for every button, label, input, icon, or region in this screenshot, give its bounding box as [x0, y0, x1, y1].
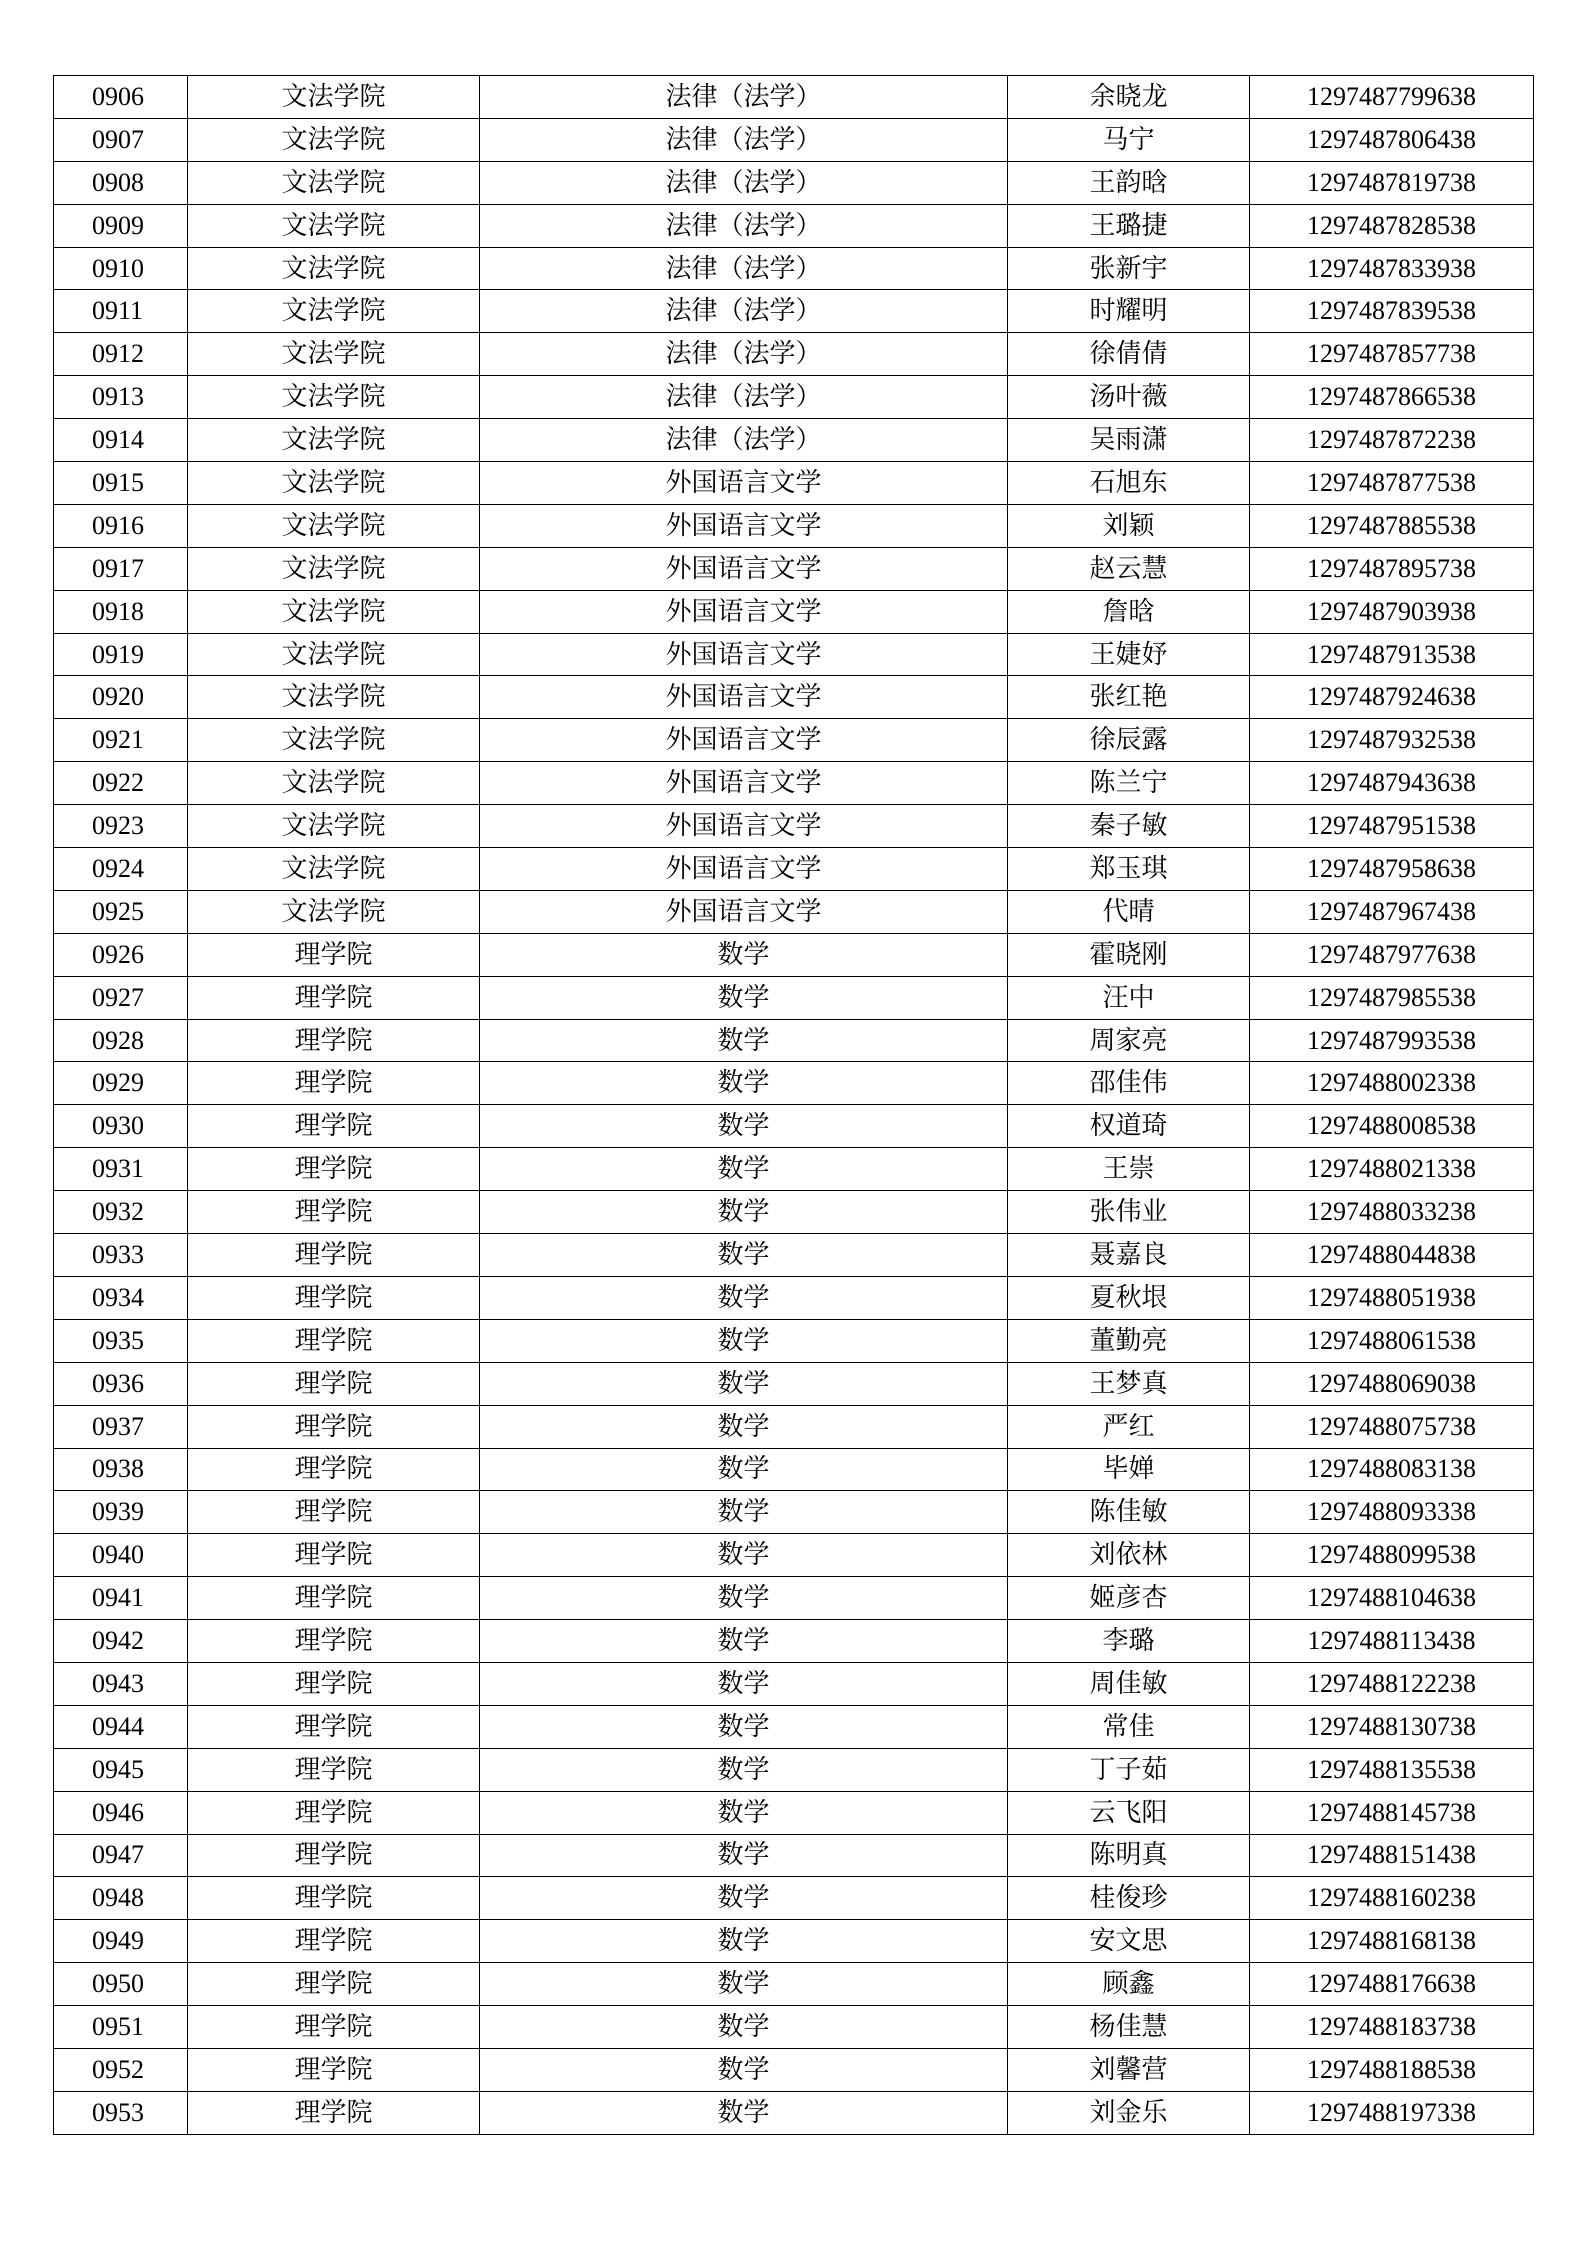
- student-name-cell: 詹晗: [1008, 590, 1250, 633]
- table-row: [54, 1062, 1534, 1105]
- ticket-number-cell: 1297488160238: [1250, 1877, 1534, 1920]
- table-row: [54, 1276, 1534, 1319]
- major-cell: 数学: [480, 1662, 1008, 1705]
- table-row: [54, 1362, 1534, 1405]
- serial-number-cell: 0931: [54, 1148, 188, 1191]
- ticket-number-cell: 1297487951538: [1250, 805, 1534, 848]
- student-name-cell: 丁子茹: [1008, 1748, 1250, 1791]
- ticket-number-cell: 1297488104638: [1250, 1577, 1534, 1620]
- student-name-cell: 时耀明: [1008, 290, 1250, 333]
- serial-number-cell: 0926: [54, 933, 188, 976]
- student-name-cell: 赵云慧: [1008, 547, 1250, 590]
- major-cell: 法律（法学）: [480, 118, 1008, 161]
- major-cell: 数学: [480, 1920, 1008, 1963]
- ticket-number-cell: 1297487932538: [1250, 719, 1534, 762]
- college-cell: 文法学院: [188, 204, 480, 247]
- ticket-number-cell: 1297488197338: [1250, 2091, 1534, 2134]
- serial-number-cell: 0933: [54, 1234, 188, 1277]
- student-name-cell: 刘馨营: [1008, 2048, 1250, 2091]
- ticket-number-cell: 1297487985538: [1250, 976, 1534, 1019]
- college-cell: 文法学院: [188, 719, 480, 762]
- college-cell: 理学院: [188, 1920, 480, 1963]
- college-cell: 文法学院: [188, 848, 480, 891]
- college-cell: 理学院: [188, 1062, 480, 1105]
- student-name-cell: 石旭东: [1008, 462, 1250, 505]
- major-cell: 数学: [480, 1019, 1008, 1062]
- college-cell: 理学院: [188, 1963, 480, 2006]
- college-cell: 理学院: [188, 1534, 480, 1577]
- major-cell: 外国语言文学: [480, 633, 1008, 676]
- serial-number-cell: 0953: [54, 2091, 188, 2134]
- ticket-number-cell: 1297488033238: [1250, 1191, 1534, 1234]
- serial-number-cell: 0939: [54, 1491, 188, 1534]
- student-roster-table: [53, 75, 1534, 2135]
- serial-number-cell: 0935: [54, 1319, 188, 1362]
- college-cell: 理学院: [188, 1191, 480, 1234]
- student-name-cell: 陈佳敏: [1008, 1491, 1250, 1534]
- serial-number-cell: 0928: [54, 1019, 188, 1062]
- major-cell: 数学: [480, 1834, 1008, 1877]
- serial-number-cell: 0944: [54, 1705, 188, 1748]
- ticket-number-cell: 1297488051938: [1250, 1276, 1534, 1319]
- college-cell: 文法学院: [188, 247, 480, 290]
- serial-number-cell: 0924: [54, 848, 188, 891]
- major-cell: 外国语言文学: [480, 805, 1008, 848]
- major-cell: 数学: [480, 1620, 1008, 1663]
- table-row: [54, 933, 1534, 976]
- ticket-number-cell: 1297487839538: [1250, 290, 1534, 333]
- student-name-cell: 周佳敏: [1008, 1662, 1250, 1705]
- table-row: [54, 504, 1534, 547]
- college-cell: 文法学院: [188, 76, 480, 119]
- college-cell: 理学院: [188, 1448, 480, 1491]
- college-cell: 文法学院: [188, 590, 480, 633]
- college-cell: 理学院: [188, 1234, 480, 1277]
- student-name-cell: 毕婵: [1008, 1448, 1250, 1491]
- ticket-number-cell: 1297488122238: [1250, 1662, 1534, 1705]
- major-cell: 数学: [480, 976, 1008, 1019]
- table-row: [54, 1620, 1534, 1663]
- serial-number-cell: 0921: [54, 719, 188, 762]
- college-cell: 文法学院: [188, 547, 480, 590]
- ticket-number-cell: 1297487895738: [1250, 547, 1534, 590]
- student-name-cell: 王崇: [1008, 1148, 1250, 1191]
- serial-number-cell: 0918: [54, 590, 188, 633]
- college-cell: 文法学院: [188, 376, 480, 419]
- serial-number-cell: 0937: [54, 1405, 188, 1448]
- college-cell: 理学院: [188, 1019, 480, 1062]
- table-row: [54, 2006, 1534, 2049]
- student-name-cell: 吴雨潇: [1008, 419, 1250, 462]
- table-row: [54, 376, 1534, 419]
- table-row: [54, 1662, 1534, 1705]
- student-name-cell: 王璐捷: [1008, 204, 1250, 247]
- student-name-cell: 张红艳: [1008, 676, 1250, 719]
- ticket-number-cell: 1297487866538: [1250, 376, 1534, 419]
- serial-number-cell: 0920: [54, 676, 188, 719]
- table-row: [54, 1234, 1534, 1277]
- student-name-cell: 刘金乐: [1008, 2091, 1250, 2134]
- college-cell: 文法学院: [188, 419, 480, 462]
- student-name-cell: 霍晓刚: [1008, 933, 1250, 976]
- college-cell: 理学院: [188, 1362, 480, 1405]
- major-cell: 外国语言文学: [480, 504, 1008, 547]
- serial-number-cell: 0923: [54, 805, 188, 848]
- table-row: [54, 762, 1534, 805]
- document-page: [53, 75, 1533, 2135]
- major-cell: 数学: [480, 1234, 1008, 1277]
- ticket-number-cell: 1297487872238: [1250, 419, 1534, 462]
- college-cell: 文法学院: [188, 633, 480, 676]
- ticket-number-cell: 1297488099538: [1250, 1534, 1534, 1577]
- serial-number-cell: 0940: [54, 1534, 188, 1577]
- major-cell: 数学: [480, 2091, 1008, 2134]
- major-cell: 法律（法学）: [480, 290, 1008, 333]
- table-row: [54, 976, 1534, 1019]
- table-row: [54, 290, 1534, 333]
- student-name-cell: 王韵晗: [1008, 161, 1250, 204]
- table-row: [54, 890, 1534, 933]
- major-cell: 数学: [480, 1105, 1008, 1148]
- major-cell: 数学: [480, 1491, 1008, 1534]
- ticket-number-cell: 1297487993538: [1250, 1019, 1534, 1062]
- serial-number-cell: 0948: [54, 1877, 188, 1920]
- major-cell: 法律（法学）: [480, 247, 1008, 290]
- serial-number-cell: 0917: [54, 547, 188, 590]
- serial-number-cell: 0910: [54, 247, 188, 290]
- ticket-number-cell: 1297487799638: [1250, 76, 1534, 119]
- student-name-cell: 顾鑫: [1008, 1963, 1250, 2006]
- table-row: [54, 1405, 1534, 1448]
- ticket-number-cell: 1297488061538: [1250, 1319, 1534, 1362]
- table-row: [54, 547, 1534, 590]
- table-row: [54, 676, 1534, 719]
- student-name-cell: 马宁: [1008, 118, 1250, 161]
- table-row: [54, 633, 1534, 676]
- serial-number-cell: 0952: [54, 2048, 188, 2091]
- serial-number-cell: 0941: [54, 1577, 188, 1620]
- student-name-cell: 邵佳伟: [1008, 1062, 1250, 1105]
- ticket-number-cell: 1297488044838: [1250, 1234, 1534, 1277]
- college-cell: 文法学院: [188, 118, 480, 161]
- serial-number-cell: 0946: [54, 1791, 188, 1834]
- major-cell: 法律（法学）: [480, 419, 1008, 462]
- serial-number-cell: 0950: [54, 1963, 188, 2006]
- serial-number-cell: 0919: [54, 633, 188, 676]
- major-cell: 外国语言文学: [480, 848, 1008, 891]
- student-name-cell: 桂俊珍: [1008, 1877, 1250, 1920]
- student-name-cell: 代晴: [1008, 890, 1250, 933]
- serial-number-cell: 0934: [54, 1276, 188, 1319]
- ticket-number-cell: 1297488188538: [1250, 2048, 1534, 2091]
- serial-number-cell: 0932: [54, 1191, 188, 1234]
- student-name-cell: 汪中: [1008, 976, 1250, 1019]
- major-cell: 数学: [480, 1448, 1008, 1491]
- college-cell: 理学院: [188, 1877, 480, 1920]
- college-cell: 理学院: [188, 1705, 480, 1748]
- ticket-number-cell: 1297488093338: [1250, 1491, 1534, 1534]
- college-cell: 文法学院: [188, 504, 480, 547]
- student-name-cell: 严红: [1008, 1405, 1250, 1448]
- major-cell: 数学: [480, 2048, 1008, 2091]
- college-cell: 理学院: [188, 1834, 480, 1877]
- ticket-number-cell: 1297487828538: [1250, 204, 1534, 247]
- major-cell: 数学: [480, 2006, 1008, 2049]
- major-cell: 数学: [480, 1362, 1008, 1405]
- major-cell: 数学: [480, 1577, 1008, 1620]
- major-cell: 外国语言文学: [480, 890, 1008, 933]
- college-cell: 理学院: [188, 976, 480, 1019]
- college-cell: 文法学院: [188, 462, 480, 505]
- college-cell: 理学院: [188, 1662, 480, 1705]
- table-row: [54, 161, 1534, 204]
- college-cell: 文法学院: [188, 805, 480, 848]
- student-name-cell: 徐倩倩: [1008, 333, 1250, 376]
- serial-number-cell: 0943: [54, 1662, 188, 1705]
- table-row: [54, 1491, 1534, 1534]
- student-name-cell: 夏秋垠: [1008, 1276, 1250, 1319]
- roster-table-body: [54, 76, 1534, 2135]
- table-row: [54, 2048, 1534, 2091]
- student-name-cell: 王梦真: [1008, 1362, 1250, 1405]
- table-row: [54, 1319, 1534, 1362]
- table-row: [54, 1705, 1534, 1748]
- student-name-cell: 聂嘉良: [1008, 1234, 1250, 1277]
- college-cell: 理学院: [188, 2006, 480, 2049]
- major-cell: 数学: [480, 1276, 1008, 1319]
- table-row: [54, 1920, 1534, 1963]
- major-cell: 外国语言文学: [480, 590, 1008, 633]
- serial-number-cell: 0927: [54, 976, 188, 1019]
- major-cell: 数学: [480, 1148, 1008, 1191]
- college-cell: 理学院: [188, 933, 480, 976]
- ticket-number-cell: 1297488130738: [1250, 1705, 1534, 1748]
- college-cell: 理学院: [188, 1577, 480, 1620]
- ticket-number-cell: 1297487924638: [1250, 676, 1534, 719]
- serial-number-cell: 0930: [54, 1105, 188, 1148]
- college-cell: 理学院: [188, 1791, 480, 1834]
- major-cell: 法律（法学）: [480, 76, 1008, 119]
- major-cell: 数学: [480, 1705, 1008, 1748]
- table-row: [54, 1148, 1534, 1191]
- major-cell: 外国语言文学: [480, 719, 1008, 762]
- major-cell: 外国语言文学: [480, 547, 1008, 590]
- serial-number-cell: 0911: [54, 290, 188, 333]
- serial-number-cell: 0906: [54, 76, 188, 119]
- student-name-cell: 郑玉琪: [1008, 848, 1250, 891]
- ticket-number-cell: 1297488113438: [1250, 1620, 1534, 1663]
- table-row: [54, 2091, 1534, 2134]
- ticket-number-cell: 1297487958638: [1250, 848, 1534, 891]
- ticket-number-cell: 1297488002338: [1250, 1062, 1534, 1105]
- student-name-cell: 杨佳慧: [1008, 2006, 1250, 2049]
- student-name-cell: 陈兰宁: [1008, 762, 1250, 805]
- major-cell: 法律（法学）: [480, 333, 1008, 376]
- major-cell: 法律（法学）: [480, 376, 1008, 419]
- student-name-cell: 常佳: [1008, 1705, 1250, 1748]
- major-cell: 数学: [480, 1791, 1008, 1834]
- serial-number-cell: 0945: [54, 1748, 188, 1791]
- major-cell: 外国语言文学: [480, 762, 1008, 805]
- serial-number-cell: 0909: [54, 204, 188, 247]
- serial-number-cell: 0936: [54, 1362, 188, 1405]
- serial-number-cell: 0929: [54, 1062, 188, 1105]
- student-name-cell: 汤叶薇: [1008, 376, 1250, 419]
- college-cell: 理学院: [188, 1748, 480, 1791]
- table-row: [54, 76, 1534, 119]
- ticket-number-cell: 1297487903938: [1250, 590, 1534, 633]
- student-name-cell: 云飞阳: [1008, 1791, 1250, 1834]
- major-cell: 数学: [480, 1319, 1008, 1362]
- table-row: [54, 1791, 1534, 1834]
- ticket-number-cell: 1297488069038: [1250, 1362, 1534, 1405]
- table-row: [54, 1191, 1534, 1234]
- serial-number-cell: 0938: [54, 1448, 188, 1491]
- table-row: [54, 1019, 1534, 1062]
- ticket-number-cell: 1297487819738: [1250, 161, 1534, 204]
- ticket-number-cell: 1297487877538: [1250, 462, 1534, 505]
- college-cell: 文法学院: [188, 890, 480, 933]
- ticket-number-cell: 1297487977638: [1250, 933, 1534, 976]
- serial-number-cell: 0925: [54, 890, 188, 933]
- student-name-cell: 权道琦: [1008, 1105, 1250, 1148]
- serial-number-cell: 0907: [54, 118, 188, 161]
- college-cell: 理学院: [188, 1491, 480, 1534]
- major-cell: 数学: [480, 1877, 1008, 1920]
- serial-number-cell: 0912: [54, 333, 188, 376]
- serial-number-cell: 0908: [54, 161, 188, 204]
- table-row: [54, 805, 1534, 848]
- college-cell: 理学院: [188, 1276, 480, 1319]
- table-row: [54, 1877, 1534, 1920]
- serial-number-cell: 0942: [54, 1620, 188, 1663]
- ticket-number-cell: 1297487857738: [1250, 333, 1534, 376]
- ticket-number-cell: 1297487967438: [1250, 890, 1534, 933]
- major-cell: 法律（法学）: [480, 161, 1008, 204]
- college-cell: 理学院: [188, 2091, 480, 2134]
- student-name-cell: 徐辰露: [1008, 719, 1250, 762]
- ticket-number-cell: 1297488075738: [1250, 1405, 1534, 1448]
- serial-number-cell: 0913: [54, 376, 188, 419]
- student-name-cell: 秦子敏: [1008, 805, 1250, 848]
- ticket-number-cell: 1297488151438: [1250, 1834, 1534, 1877]
- major-cell: 法律（法学）: [480, 204, 1008, 247]
- ticket-number-cell: 1297488168138: [1250, 1920, 1534, 1963]
- major-cell: 数学: [480, 1534, 1008, 1577]
- college-cell: 理学院: [188, 1405, 480, 1448]
- student-name-cell: 张新宇: [1008, 247, 1250, 290]
- major-cell: 外国语言文学: [480, 462, 1008, 505]
- table-row: [54, 462, 1534, 505]
- college-cell: 理学院: [188, 1319, 480, 1362]
- major-cell: 外国语言文学: [480, 676, 1008, 719]
- table-row: [54, 118, 1534, 161]
- student-name-cell: 余晓龙: [1008, 76, 1250, 119]
- table-row: [54, 848, 1534, 891]
- college-cell: 文法学院: [188, 333, 480, 376]
- student-name-cell: 李璐: [1008, 1620, 1250, 1663]
- ticket-number-cell: 1297488183738: [1250, 2006, 1534, 2049]
- table-row: [54, 590, 1534, 633]
- ticket-number-cell: 1297487913538: [1250, 633, 1534, 676]
- student-name-cell: 安文思: [1008, 1920, 1250, 1963]
- student-name-cell: 王婕妤: [1008, 633, 1250, 676]
- ticket-number-cell: 1297488021338: [1250, 1148, 1534, 1191]
- serial-number-cell: 0922: [54, 762, 188, 805]
- table-row: [54, 204, 1534, 247]
- college-cell: 理学院: [188, 1148, 480, 1191]
- ticket-number-cell: 1297488176638: [1250, 1963, 1534, 2006]
- table-row: [54, 719, 1534, 762]
- college-cell: 文法学院: [188, 161, 480, 204]
- major-cell: 数学: [480, 1405, 1008, 1448]
- table-row: [54, 1448, 1534, 1491]
- major-cell: 数学: [480, 1191, 1008, 1234]
- major-cell: 数学: [480, 933, 1008, 976]
- serial-number-cell: 0916: [54, 504, 188, 547]
- ticket-number-cell: 1297487833938: [1250, 247, 1534, 290]
- table-row: [54, 1577, 1534, 1620]
- table-row: [54, 1963, 1534, 2006]
- student-name-cell: 陈明真: [1008, 1834, 1250, 1877]
- ticket-number-cell: 1297487885538: [1250, 504, 1534, 547]
- major-cell: 数学: [480, 1963, 1008, 2006]
- serial-number-cell: 0947: [54, 1834, 188, 1877]
- student-name-cell: 董勤亮: [1008, 1319, 1250, 1362]
- student-name-cell: 姬彦杏: [1008, 1577, 1250, 1620]
- student-name-cell: 张伟业: [1008, 1191, 1250, 1234]
- table-row: [54, 1834, 1534, 1877]
- table-row: [54, 333, 1534, 376]
- ticket-number-cell: 1297488083138: [1250, 1448, 1534, 1491]
- ticket-number-cell: 1297488008538: [1250, 1105, 1534, 1148]
- table-row: [54, 1748, 1534, 1791]
- college-cell: 理学院: [188, 1105, 480, 1148]
- table-row: [54, 247, 1534, 290]
- serial-number-cell: 0951: [54, 2006, 188, 2049]
- table-row: [54, 419, 1534, 462]
- college-cell: 理学院: [188, 1620, 480, 1663]
- student-name-cell: 刘依林: [1008, 1534, 1250, 1577]
- major-cell: 数学: [480, 1062, 1008, 1105]
- ticket-number-cell: 1297487806438: [1250, 118, 1534, 161]
- college-cell: 文法学院: [188, 676, 480, 719]
- ticket-number-cell: 1297488145738: [1250, 1791, 1534, 1834]
- ticket-number-cell: 1297488135538: [1250, 1748, 1534, 1791]
- major-cell: 数学: [480, 1748, 1008, 1791]
- table-row: [54, 1534, 1534, 1577]
- college-cell: 理学院: [188, 2048, 480, 2091]
- serial-number-cell: 0949: [54, 1920, 188, 1963]
- college-cell: 文法学院: [188, 290, 480, 333]
- student-name-cell: 周家亮: [1008, 1019, 1250, 1062]
- college-cell: 文法学院: [188, 762, 480, 805]
- table-row: [54, 1105, 1534, 1148]
- ticket-number-cell: 1297487943638: [1250, 762, 1534, 805]
- student-name-cell: 刘颖: [1008, 504, 1250, 547]
- serial-number-cell: 0914: [54, 419, 188, 462]
- serial-number-cell: 0915: [54, 462, 188, 505]
